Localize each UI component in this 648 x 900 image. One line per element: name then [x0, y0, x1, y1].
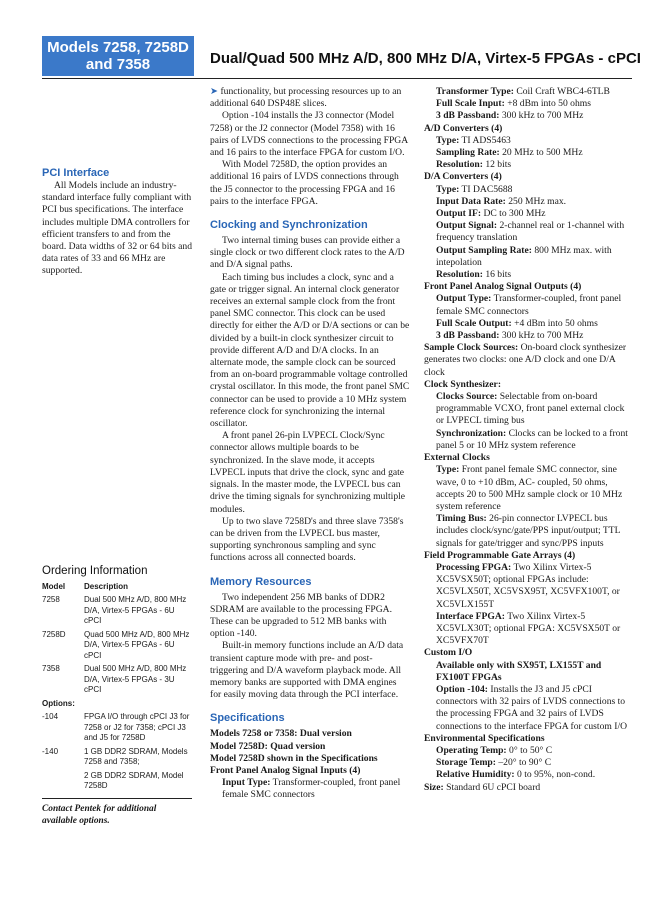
options-heading: Options:: [42, 698, 75, 708]
spec-label: Option -104:: [436, 683, 488, 695]
spec-line: Models 7258 or 7358: Dual version: [210, 728, 352, 740]
spec-label: Processing FPGA:: [436, 561, 512, 573]
option-description: 2 GB DDR2 SDRAM, Model 7258D: [84, 770, 184, 791]
spec-value: 800 MHz max. with intepolation: [436, 244, 612, 268]
spec-item: [424, 208, 634, 220]
ordering-heading: Ordering Information: [42, 564, 148, 577]
spec-value: Front panel female SMC connector, sine wave, 0 to +10 dBm, AC- coupled, 50 ohms, accepts 20 to 500 MHz sample clock or 10 MHz system reference: [436, 464, 623, 512]
specifications-heading: Specifications: [210, 712, 285, 725]
spec-label: Input Data Rate:: [436, 195, 506, 207]
spec-item: [424, 342, 634, 379]
spec-label: Resolution:: [436, 269, 483, 281]
middle-column: [210, 86, 410, 802]
spec-value: 26-pin connector LVPECL bus includes clock/sync/gate/PPS input/output; TTL signals for gate/trigger and sync/PPS inputs: [436, 513, 621, 549]
spec-value: Coil Craft WBC4-6TLB: [516, 86, 610, 97]
spec-item: [424, 269, 634, 281]
intro-paragraph-1: functionality, but processing resources up to an additional 640 DSP48E slices.: [210, 86, 402, 110]
spec-item: [424, 98, 634, 110]
spec-value: +8 dBm into 50 ohms: [507, 98, 591, 110]
spec-label: Type:: [436, 183, 460, 195]
spec-label: Operating Temp:: [436, 744, 507, 756]
spec-label: External Clocks: [424, 452, 490, 464]
contact-divider: [42, 798, 192, 799]
left-spacer: [42, 278, 192, 564]
spec-item: [424, 464, 634, 513]
spec-value: Clocks can be locked to a front panel 5 or 10 MHz system reference: [436, 427, 628, 451]
spec-item: [424, 110, 634, 122]
ordering-model: 7258D: [42, 629, 66, 639]
spec-item: [424, 147, 634, 159]
ordering-table: [42, 582, 192, 792]
left-column: [42, 166, 192, 827]
spec-value: +4 dBm into 50 ohms: [514, 317, 598, 329]
pci-interface-heading: PCI Interface: [42, 167, 110, 179]
spec-item: [424, 782, 634, 794]
spec-item: [424, 684, 634, 733]
spec-value: 0° to 50° C: [509, 744, 553, 756]
spec-label: Relative Humidity:: [436, 769, 515, 781]
spec-value: 250 MHz max.: [508, 195, 567, 207]
spec-label: Type:: [436, 134, 460, 146]
spec-value: On-board clock synthesizer generates two clocks: one A/D clock and one D/A clock: [424, 342, 627, 378]
spec-label: Size:: [424, 781, 444, 793]
memory-paragraph-1: Two independent 256 MB banks of DDR2 SDRAM are available to the processing FPGA. These can be upgraded to 512 MB banks with option -140.: [210, 591, 392, 640]
spec-item: [424, 733, 634, 745]
spec-item: [424, 513, 634, 550]
spec-value: 300 kHz to 700 MHz: [501, 110, 584, 122]
spec-item: [424, 159, 634, 171]
spec-item: [424, 562, 634, 611]
spec-label: Timing Bus:: [436, 513, 487, 525]
spec-label: Transformer Type:: [436, 86, 514, 97]
spec-item: [424, 660, 634, 684]
spec-label: Available only with SX95T, LX155T and FX100T FPGAs: [436, 659, 602, 683]
spec-value: 16 bits: [485, 269, 512, 281]
spec-label: Full Scale Input:: [436, 98, 505, 110]
spec-value: 12 bits: [485, 159, 512, 171]
intro-paragraph-3: With Model 7258D, the option provides an additional 16 pairs of LVDS connections through the J5 connector to the processing FPGA and 16 pairs to the interface FPGA.: [210, 159, 399, 207]
spec-label: Storage Temp:: [436, 757, 496, 769]
spec-label: Resolution:: [436, 159, 483, 171]
spec-label: Custom I/O: [424, 647, 473, 659]
spec-item: [424, 184, 634, 196]
spec-item: [424, 330, 634, 342]
spec-value: 300 kHz to 700 MHz: [501, 330, 584, 342]
ordering-row: [42, 630, 192, 662]
spec-label: Output Type:: [436, 293, 492, 305]
ordering-description: Dual 500 MHz A/D, 800 MHz D/A, Virtex-5 FPGAs - 6U cPCI: [84, 595, 187, 626]
input-type-label: Input Type:: [222, 777, 271, 789]
spec-value: 0 to 95%, non-cond.: [517, 769, 596, 781]
spec-value: TI ADS5463: [461, 134, 511, 146]
ordering-model: 7258: [42, 595, 60, 605]
spec-item: [424, 391, 634, 428]
clocking-paragraph-3: A front panel 26-pin LVPECL Clock/Sync connector allows multiple boards to be synchronized. In the slave mode, it accepts LVPECL inputs that drive the clock, sync and gate signals. In the master mode, the LVPECL bus can drive the timing signals for synchronizing multiple modules.: [210, 430, 406, 515]
option-row: [42, 771, 192, 792]
spec-value: Selectable from on-board programmable VCXO, front panel external clock or LVPECL timing bus: [436, 391, 625, 427]
ordering-description: Dual 500 MHz A/D, 800 MHz D/A, Virtex-5 FPGAs - 3U cPCI: [84, 664, 187, 695]
input-type-value: Transformer-coupled, front panel female SMC connectors: [222, 777, 401, 801]
spec-item: [424, 769, 634, 781]
spec-item: [424, 550, 634, 562]
ordering-row: [42, 595, 192, 627]
spec-value: Two Xilinx Virtex-5 XC5VSX50T; optional FPGAs include: XC5VLX50T, XC5VSX95T, XC5VFX100T, or XC5VLX155T: [436, 561, 620, 610]
spec-item: [424, 745, 634, 757]
spec-item: [424, 86, 634, 98]
ordering-model: 7358: [42, 664, 60, 674]
clocking-paragraph-2: Each timing bus includes a clock, sync and a gate or trigger signal. An internal clock generator receives an external sample clock from the front panel SMC connector. This clock can be used directly for either the A/D or D/A sections or can be divided by a built-in clock synthesizer circuit to provide different A/D and D/A clocks. In an alternate mode, the sample clock can be sourced from an on-board programmable voltage controlled crystal oscillator. In this mode, the front panel SMC connector can be used to provide a 10 MHz system reference clock for synchronizing the internal oscillator.: [210, 271, 410, 430]
spec-label: 3 dB Passband:: [436, 110, 500, 122]
spec-label: Synchronization:: [436, 427, 507, 439]
spec-value: –20° to 90° C: [498, 757, 552, 769]
spec-value: Two Xilinx Virtex-5 XC5VLX30T; optional FPGA: XC5VSX50T or XC5VFX70T: [436, 610, 621, 647]
option-code: -104: [42, 712, 59, 722]
spec-item: [424, 379, 634, 391]
clocking-heading: Clocking and Synchronization: [210, 219, 368, 232]
spec-label: Output Sampling Rate:: [436, 244, 532, 256]
ordering-description: Quad 500 MHz A/D, 800 MHz D/A, Virtex-5 FPGAs - 6U cPCI: [84, 629, 190, 660]
spec-value: TI DAC5688: [461, 183, 513, 195]
intro-paragraph-2: Option -104 installs the J3 connector (Model 7258) or the J2 connector (Model 7358) with 16 pairs of LVDS connections to the processing FPGA and 16 pairs to the interface FPGA for custom I/O.: [210, 110, 408, 159]
spec-line: Model 7258D: Quad version: [210, 740, 326, 752]
spec-label: Sample Clock Sources:: [424, 342, 519, 354]
spec-value: Standard 6U cPCI board: [446, 781, 541, 793]
spec-label: Interface FPGA:: [436, 610, 505, 622]
contact-note: Contact Pentek for additional available options.: [42, 803, 157, 826]
spec-value: Transformer-coupled, front panel female SMC connectors: [436, 293, 622, 317]
spec-value: 2-channel real or 1-channel with frequency translation: [436, 220, 625, 244]
spec-label: Sampling Rate:: [436, 147, 500, 159]
spec-item: [424, 245, 634, 269]
analog-inputs-heading: Front Panel Analog Signal Inputs (4): [210, 764, 361, 776]
spec-item: [424, 757, 634, 769]
spec-item: [424, 196, 634, 208]
description-column-header: Description: [84, 581, 129, 591]
option-code: [42, 771, 84, 792]
spec-label: Clocks Source:: [436, 391, 498, 403]
clocking-paragraph-1: Two internal timing buses can provide either a single clock or two different clock rates to the A/D and D/A signal paths.: [210, 235, 405, 271]
option-code: -140: [42, 746, 59, 756]
spec-label: Field Programmable Gate Arrays (4): [424, 549, 576, 561]
spec-item: [424, 428, 634, 452]
spec-item: [424, 220, 634, 244]
spec-label: Full Scale Output:: [436, 317, 512, 329]
title-divider: [42, 78, 632, 79]
memory-paragraph-2: Built-in memory functions include an A/D data transient capture mode with pre- and post-triggering and D/A waveform playback mode. All memory banks are supported with DMA engines for easily moving data through the PCI interface.: [210, 640, 404, 701]
spec-label: Clock Synthesizer:: [424, 378, 502, 390]
spec-label: Environmental Specifications: [424, 732, 545, 744]
models-banner: [42, 36, 194, 76]
option-row: [42, 712, 192, 744]
memory-heading: Memory Resources: [210, 575, 312, 588]
option-description: FPGA I/O through cPCI J3 for 7258 or J2 for 7358; cPCI J3 and J5 for 7258D: [84, 712, 190, 743]
right-column: [424, 86, 634, 794]
spec-label: Output Signal:: [436, 220, 498, 232]
option-description: 1 GB DDR2 SDRAM, Models 7258 and 7358;: [84, 746, 188, 767]
ordering-table-header: [42, 582, 192, 593]
option-row: [42, 747, 192, 768]
continuation-arrow-icon: ➤: [210, 86, 219, 97]
spec-value: DC to 300 MHz: [483, 208, 546, 220]
document-title: Dual/Quad 500 MHz A/D, 800 MHz D/A, Virtex-5 FPGAs - cPCI: [210, 50, 641, 67]
clocking-paragraph-4: Up to two slave 7258D's and three slave 7358's can be driven from the LVPECL bus master, supporting synchronous sampling and sync functions across all connected boards.: [210, 515, 404, 564]
spec-label: A/D Converters (4): [424, 122, 503, 134]
spec-item: [424, 647, 634, 659]
models-text: Models 7258, 7258D and 7358: [47, 39, 189, 73]
spec-item: [424, 123, 634, 135]
spec-label: Output IF:: [436, 208, 482, 220]
spec-line: Model 7258D shown in the Specifications: [210, 752, 378, 764]
spec-item: [424, 171, 634, 183]
ordering-row: [42, 664, 192, 696]
spec-label: D/A Converters (4): [424, 171, 502, 183]
spec-label: 3 dB Passband:: [436, 330, 500, 342]
spec-item: [424, 135, 634, 147]
spec-label: Type:: [436, 464, 460, 476]
pci-interface-text: All Models include an industry-standard interface fully compliant with PCI bus specifications. The interface includes multiple DMA controllers for efficient transfers to and from the board. Data widths of 32 or 64 bits and data rates of 33 and 66 MHz are supported.: [42, 180, 193, 277]
spec-value: Installs the J3 and J5 cPCI connectors with 32 pairs of LVDS connections to the processing FPGA and 32 pairs of LVDS connections to the interface FPGA for custom I/O: [436, 683, 628, 732]
spec-item: [424, 318, 634, 330]
model-column-header: Model: [42, 581, 66, 591]
spec-item: [424, 293, 634, 317]
spec-item: [424, 611, 634, 648]
spec-value: 20 MHz to 500 MHz: [502, 147, 583, 159]
spec-item: [424, 281, 634, 293]
spec-label: Front Panel Analog Signal Outputs (4): [424, 281, 582, 293]
spec-item: [424, 452, 634, 464]
